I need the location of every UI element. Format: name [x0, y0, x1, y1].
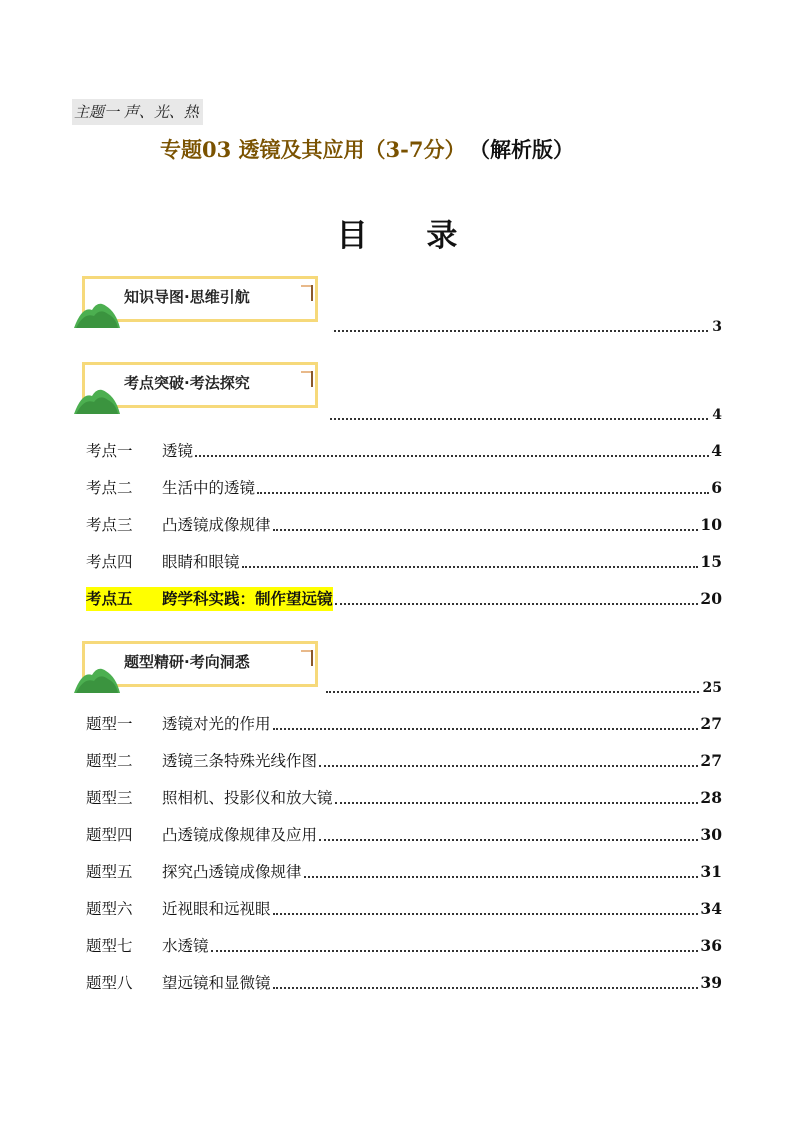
toc-entry-number: 考点五: [86, 589, 133, 608]
dot-leader: [273, 529, 699, 531]
toc-entry-number: 题型六: [86, 900, 133, 918]
dot-leader: [195, 455, 709, 457]
toc-entry[interactable]: [86, 712, 722, 736]
toc-entry-label: [86, 749, 317, 773]
toc-entry[interactable]: [86, 550, 722, 574]
toc-entry-number: 题型五: [86, 863, 133, 881]
toc-entry[interactable]: [86, 897, 722, 921]
toc-entry[interactable]: [86, 971, 722, 995]
toc-entry-page: 39: [700, 973, 722, 992]
dot-leader: [330, 418, 708, 420]
toc-entry[interactable]: [86, 439, 722, 463]
hills-icon: [74, 298, 120, 328]
toc-entry-label: [86, 587, 333, 611]
toc-entry-text: 生活中的透镜: [162, 479, 256, 497]
toc-entry-text: 照相机、投影仪和放大镜: [162, 789, 333, 807]
toc-entry[interactable]: [86, 823, 722, 847]
toc-entry-page: 34: [700, 899, 722, 918]
toc-entry-number: 题型三: [86, 789, 133, 807]
document-title-suffix: （解析版）: [479, 137, 574, 162]
toc-entry-label: [86, 786, 333, 810]
toc-entry-text: 透镜三条特殊光线作图: [162, 752, 318, 770]
section-badge: [74, 276, 326, 332]
toc-entry-label: [86, 934, 209, 958]
toc-entry-text: 水透镜: [162, 937, 209, 955]
toc-entry[interactable]: [86, 860, 722, 884]
toc-entry-page: 10: [700, 515, 722, 534]
toc-entry-number: 考点二: [86, 479, 133, 497]
toc-entry-page: 4: [711, 441, 722, 460]
toc-entry-number: 题型七: [86, 937, 133, 955]
dot-leader: [334, 330, 708, 332]
toc-entry-page: 31: [700, 862, 722, 881]
toc-entry-text: 跨学科实践：制作望远镜: [162, 589, 333, 608]
toc-entry-page: 28: [700, 788, 722, 807]
toc-entry-page: 27: [700, 751, 722, 770]
toc-entry[interactable]: [86, 934, 722, 958]
section-toc-line[interactable]: [326, 677, 722, 699]
hills-icon: [74, 384, 120, 414]
toc-entry-text: 透镜对光的作用: [162, 715, 271, 733]
section-page-number: 4: [712, 407, 722, 423]
dot-leader: [335, 802, 699, 804]
toc-entry-label: [86, 860, 302, 884]
toc-entry-number: 考点三: [86, 516, 133, 534]
toc-entry-text: 近视眼和远视眼: [162, 900, 271, 918]
toc-entry-label: [86, 823, 317, 847]
toc-entry-label: [86, 513, 271, 537]
toc-entry-text: 眼睛和眼镜: [162, 553, 240, 571]
dot-leader: [273, 987, 699, 989]
toc-title: 目 录: [336, 218, 482, 254]
section-title: 考点突破·考法探究: [124, 374, 250, 392]
dot-leader: [273, 913, 699, 915]
toc-entry-number: 考点四: [86, 553, 133, 571]
toc-entry[interactable]: [86, 749, 722, 773]
toc-entry-label: [86, 439, 193, 463]
toc-entry-text: 探究凸透镜成像规律: [162, 863, 302, 881]
toc-entry-text: 凸透镜成像规律: [162, 516, 271, 534]
toc-entry-text: 凸透镜成像规律及应用: [162, 826, 318, 844]
dot-leader: [242, 566, 699, 568]
dot-leader: [273, 728, 699, 730]
toc-entry[interactable]: [86, 476, 722, 500]
corner-bracket-icon: [300, 284, 314, 302]
section-page-number: 25: [702, 680, 722, 696]
toc-entry-number: 考点一: [86, 442, 133, 460]
dot-leader: [211, 950, 699, 952]
hills-icon: [74, 663, 120, 693]
toc-entry-label: [86, 712, 271, 736]
toc-entry-page: 15: [700, 552, 722, 571]
dot-leader: [319, 839, 698, 841]
toc-entry[interactable]: [86, 786, 722, 810]
document-title: [160, 134, 574, 166]
section-toc-line[interactable]: [330, 404, 722, 426]
toc-entry-text: 透镜: [162, 442, 194, 460]
dot-leader: [304, 876, 699, 878]
section-title: 题型精研·考向洞悉: [124, 653, 250, 671]
document-title-main: 专题03 透镜及其应用（3-7分）: [160, 137, 466, 162]
toc-entry-number: 题型一: [86, 715, 133, 733]
dot-leader: [257, 492, 709, 494]
dot-leader: [335, 603, 699, 605]
topic-tag: 主题一 声、光、热: [72, 99, 203, 125]
toc-entry-number: 题型八: [86, 974, 133, 992]
section-toc-line[interactable]: [334, 316, 722, 338]
toc-entry-page: 30: [700, 825, 722, 844]
toc-entry-page: 20: [700, 589, 722, 608]
toc-entry-label: [86, 476, 255, 500]
section-title: 知识导图·思维引航: [124, 288, 250, 306]
toc-entry-number: 题型四: [86, 826, 133, 844]
section-badge: [74, 362, 326, 418]
dot-leader: [326, 691, 699, 693]
toc-entry[interactable]: [86, 587, 722, 611]
section-page-number: 3: [712, 319, 722, 335]
toc-entry-label: [86, 971, 271, 995]
toc-entry[interactable]: [86, 513, 722, 537]
corner-bracket-icon: [300, 370, 314, 388]
toc-entry-number: 题型二: [86, 752, 133, 770]
toc-entry-page: 27: [700, 714, 722, 733]
toc-entry-label: [86, 550, 240, 574]
toc-entry-page: 36: [700, 936, 722, 955]
section-badge: [74, 641, 326, 697]
corner-bracket-icon: [300, 649, 314, 667]
toc-entry-text: 望远镜和显微镜: [162, 974, 271, 992]
dot-leader: [319, 765, 698, 767]
toc-entry-page: 6: [711, 478, 722, 497]
toc-entry-label: [86, 897, 271, 921]
